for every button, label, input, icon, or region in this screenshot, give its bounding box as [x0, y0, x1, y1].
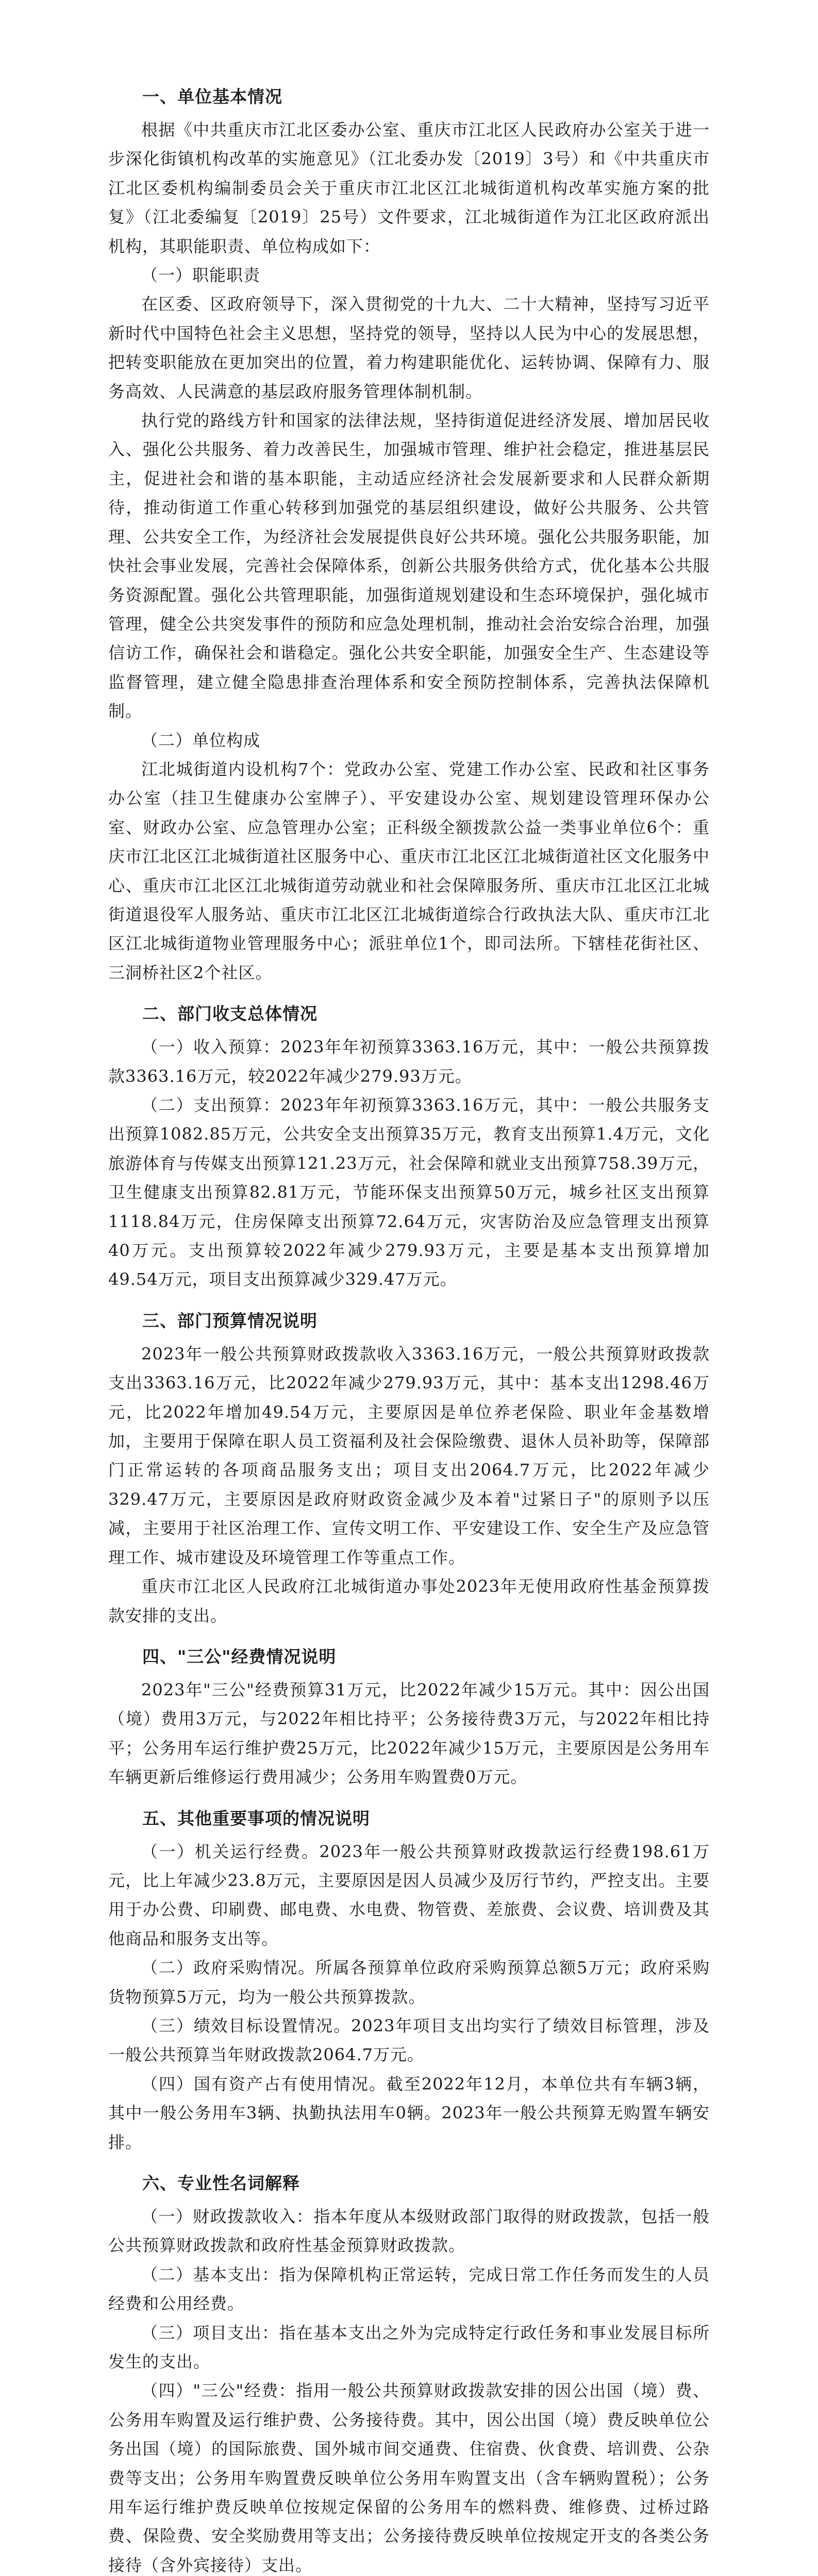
paragraph: （二）基本支出：指为保障机构正常运转，完成日常工作任务而发生的人员经费和公用经费。 [108, 2264, 710, 2314]
subsection-title: （二）单位构成 [141, 730, 261, 750]
section-6 [108, 2168, 710, 2576]
paragraph: （二）政府采购情况。所属各预算单位政府采购预算总额5万元；政府采购货物预算5万元，均为一般公共预算拨款。 [108, 1958, 710, 2007]
paragraph: 执行党的路线方针和国家的法律法规，坚持街道促进经济发展、增加居民收入、强化公共服务、着力改善民生，加强城市管理、维护社会稳定，推进基层民主，促进社会和谐的基本职能，主动适应经济社会发展新要求和人民群众新期待，推动街道工作重心转移到加强党的基层组织建设，做好公共服务、公共管理、公共安全工作，为经济社会发展提供良好公共环境。强化公共服务职能，加快社会事业发展，完善社会保障体系，创新公共服务供给方式，优化基本公共服务资源配置。强化公共管理职能，加强街道规划建设和生态环境保护，强化城市管理，健全公共突发事件的预防和应急处理机制，推动社会治安综合治理，加强信访工作，确保社会和谐稳定。强化公共安全职能，加强安全生产、生态建设等监督管理，建立健全隐患排查治理体系和安全预防控制体系，完善执法保障机制。 [108, 411, 710, 721]
paragraph: （一）财政拨款收入：指本年度从本级财政部门取得的财政拨款，包括一般公共预算财政拨款和政府性基金预算财政拨款。 [108, 2207, 710, 2256]
paragraph: 2023年一般公共预算财政拨款收入3363.16万元，一般公共预算财政拨款支出3363.16万元，比2022年减少279.93万元，其中：基本支出1298.46万元，比2022年增加49.54万元，主要原因是单位养老保险、职业年金基数增加，主要用于保障在职人员工资福利及社会保险缴费、退休人员补助等，保障部门正常运转的各项商品服务支出；项目支出2064.7万元，比2022年减少329.47万元，主要原因是政府财政资金减少及本着"过紧日子"的原则予以压减，主要用于社区治理工作、宣传文明工作、平安建设工作、安全生产及应急管理工作、城市建设及环境管理工作等重点工作。 [108, 1344, 710, 1567]
section-3 [108, 1306, 710, 1630]
section-5 [108, 1803, 710, 2157]
section-title: 四、"三公"经费情况说明 [142, 1646, 337, 1667]
paragraph: 2023年"三公"经费预算31万元，比2022年减少15万元。其中：因公出国（境）费用3万元，与2022年相比持平；公务接待费3万元，与2022年相比持平；公务用车运行维护费25万元，比2022年减少15万元，主要原因是公务用车车辆更新后维修运行费用减少；公务用车购置费0万元。 [108, 1680, 710, 1787]
paragraph: 重庆市江北区人民政府江北城街道办事处2023年无使用政府性基金预算拨款安排的支出。 [108, 1577, 710, 1625]
paragraph: 江北城街道内设机构7个：党政办公室、党建工作办公室、民政和社区事务办公室（挂卫生健康办公室牌子）、平安建设办公室、规划建设管理环保办公室、财政办公室、应急管理办公室；正科级全额拨款公益一类事业单位6个：重庆市江北区江北城街道社区服务中心、重庆市江北区江北城街道社区文化服务中心、重庆市江北区江北城街道劳动就业和社会保障服务所、重庆市江北区江北城街道退役军人服务站、重庆市江北区江北城街道综合行政执法大队、重庆市江北区江北城街道物业管理服务中心；派驻单位1个，即司法所。下辖桂花街社区、三洞桥社区2个社区。 [108, 759, 710, 982]
section-title: 五、其他重要事项的情况说明 [142, 1808, 370, 1828]
section-2 [108, 998, 710, 1294]
section-title: 二、部门收支总体情况 [142, 1004, 318, 1024]
paragraph: （一）收入预算：2023年年初预算3363.16万元，其中：一般公共预算拨款3363.16万元，较2022年减少279.93万元。 [108, 1037, 710, 1086]
paragraph: （二）支出预算：2023年年初预算3363.16万元，其中：一般公共服务支出预算1082.85万元，公共安全支出预算35万元，教育支出预算1.4万元，文化旅游体育与传媒支出预算121.23万元，社会保障和就业支出预算758.39万元，卫生健康支出预算82.81万元，节能环保支出预算50万元，城乡社区支出预算1118.84万元，住房保障支出预算72.64万元，灾害防治及应急管理支出预算40万元。支出预算较2022年减少279.93万元，主要是基本支出预算增加49.54万元，项目支出预算减少329.47万元。 [108, 1095, 710, 1290]
paragraph: （四）"三公"经费：指用一般公共预算财政拨款安排的因公出国（境）费、公务用车购置及运行维护费、公务接待费。其中，因公出国（境）费反映单位公务出国（境）的国际旅费、国外城市间交通费、住宿费、伙食费、培训费、公杂费等支出；公务用车购置费反映单位公务用车购置支出（含车辆购置税）；公务用车运行维护费反映单位按规定保留的公务用车的燃料费、维修费、过桥过路费、保险费、安全奖励费用等支出；公务接待费反映单位按规定开支的各类公务接待（含外宾接待）支出。 [108, 2381, 710, 2575]
section-4 [108, 1641, 710, 1792]
paragraph: （一）机关运行经费。2023年一般公共预算财政拨款运行经费198.61万元，比上年减少23.8万元，主要原因是因人员减少及厉行节约，严控支出。主要用于办公费、印刷费、邮电费、水电费、物管费、差旅费、会议费、培训费及其他商品和服务支出等。 [108, 1841, 710, 1948]
paragraph: （四）国有资产占有使用情况。截至2022年12月，本单位共有车辆3辆，其中一般公务用车3辆、执勤执法用车0辆。2023年一般公共预算无购置车辆安排。 [108, 2074, 710, 2152]
subsection-title: （一）职能职责 [141, 265, 261, 285]
paragraph: （三）项目支出：指在基本支出之外为完成特定行政任务和事业发展目标所发生的支出。 [108, 2323, 710, 2372]
paragraph: 根据《中共重庆市江北区委办公室、重庆市江北区人民政府办公室关于进一步深化街镇机构改革的实施意见》（江北委办发〔2019〕3号）和《中共重庆市江北区委机构编制委员会关于重庆市江北区江北城街道机构改革实施方案的批复》（江北委编复〔2019〕25号）文件要求，江北城街道作为江北区政府派出机构，其职能职责、单位构成如下： [108, 120, 710, 256]
section-title: 六、专业性名词解释 [142, 2173, 300, 2193]
section-title: 三、部门预算情况说明 [142, 1310, 318, 1331]
paragraph: 在区委、区政府领导下，深入贯彻党的十九大、二十大精神，坚持写习近平新时代中国特色社会主义思想，坚持党的领导，坚持以人民为中心的发展思想，把转变职能放在更加突出的位置，着力构建职能优化、运转协调、保障有力、服务高效、人民满意的基层政府服务管理体制机制。 [108, 294, 710, 401]
paragraph: （三）绩效目标设置情况。2023年项目支出均实行了绩效目标管理，涉及一般公共预算当年财政拨款2064.7万元。 [108, 2015, 710, 2065]
section-title: 一、单位基本情况 [142, 87, 282, 107]
